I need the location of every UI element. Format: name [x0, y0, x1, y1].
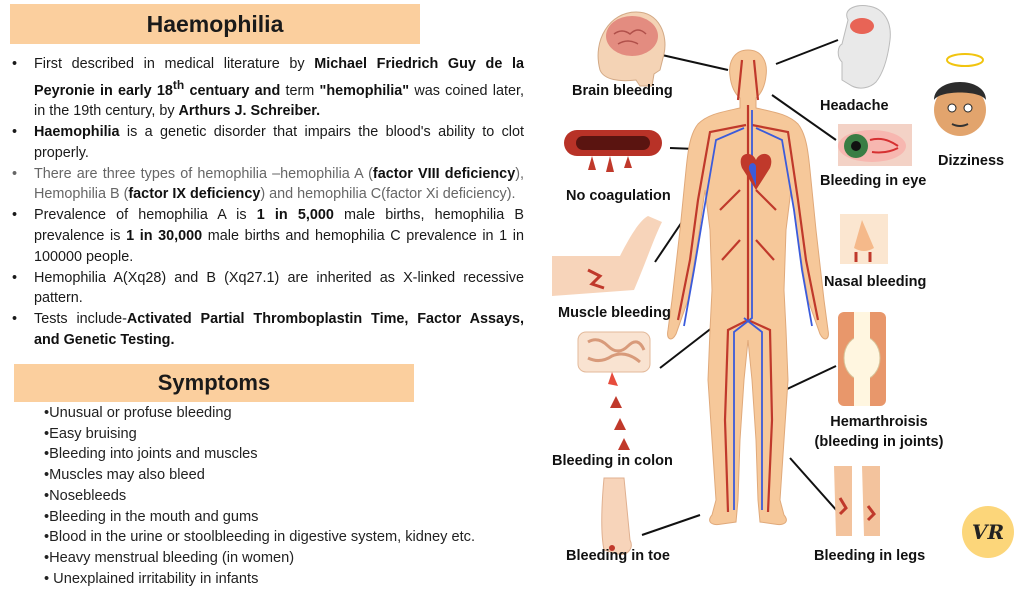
label-bleeding-joints: (bleeding in joints) — [814, 434, 944, 450]
intro-bullet: • Haemophilia is a genetic disorder that impairs the blood's ability to clot properly. — [8, 122, 524, 163]
symptom-item: •Heavy menstrual bleeding (in women) — [44, 549, 295, 566]
intro-bullet: • Tests include-Activated Partial Thromboplastin Time, Factor Assays, and Genetic Testing. — [8, 309, 524, 350]
symptom-item: •Easy bruising — [44, 425, 137, 442]
blood-vessel-icon — [564, 130, 662, 172]
intro-bullet: • Hemophilia A(Xq28) and B (Xq27.1) are inherited as X-linked recessive pattern. — [8, 268, 524, 309]
label-muscle-bleeding: Muscle bleeding — [558, 305, 671, 321]
label-no-coagulation: No coagulation — [566, 188, 671, 204]
red-eye-icon — [838, 124, 912, 166]
symptom-item: •Bleeding in the mouth and gums — [44, 508, 259, 525]
legs-icon — [834, 466, 880, 536]
intro-bullet: • Prevalence of hemophilia A is 1 in 5,000 male births, hemophilia B prevalence is 1 in 30,000 male births and hemophilia C prevalence in 1 in 100000 people. — [8, 205, 524, 267]
symptom-item: •Muscles may also bleed — [44, 467, 205, 484]
page-title: Haemophilia — [10, 4, 420, 44]
arm-icon — [552, 216, 662, 296]
label-bleeding-legs: Bleeding in legs — [814, 548, 926, 564]
label-bleeding-eye: Bleeding in eye — [820, 173, 927, 189]
nose-icon — [840, 214, 888, 264]
headache-head-icon — [838, 6, 890, 89]
intro-bullet: • There are three types of hemophilia –hemophilia A (factor VIII deficiency), Hemophilia B (factor IX deficiency) and hemophilia C(factor Xi deficiency). — [8, 164, 524, 205]
brain-head-icon — [598, 12, 665, 86]
knee-joint-icon — [838, 312, 886, 406]
intro-bullet: • First described in medical literature by Michael Friedrich Guy de la Peyronie in early 18th centuary and term "hemophilia" was coined later, in the 19th century, by Arthurs J. Schreiber. — [8, 54, 524, 122]
vr-logo-badge: VR — [962, 506, 1014, 558]
label-brain-bleeding: Brain bleeding — [572, 83, 673, 99]
label-bleeding-colon: Bleeding in colon — [552, 453, 673, 469]
label-headache: Headache — [820, 98, 889, 114]
symptom-item: •Nosebleeds — [44, 487, 127, 504]
symptoms-heading: Symptoms — [14, 364, 414, 402]
symptom-item: •Unusual or profuse bleeding — [44, 405, 232, 421]
symptom-item: •Bleeding into joints and muscles — [44, 446, 258, 463]
symptom-item: • Unexplained irritability in infants — [44, 570, 259, 587]
symptom-item: •Blood in the urine or stoolbleeding in digestive system, kidney etc. — [44, 529, 476, 546]
label-hemarthroisis: Hemarthroisis — [830, 414, 928, 430]
label-dizziness: Dizziness — [938, 153, 1005, 169]
foot-icon — [602, 478, 632, 554]
colon-icon — [578, 332, 650, 450]
label-bleeding-toe: Bleeding in toe — [566, 548, 670, 564]
dizziness-face-icon — [934, 54, 986, 136]
label-nasal-bleeding: Nasal bleeding — [824, 274, 927, 290]
